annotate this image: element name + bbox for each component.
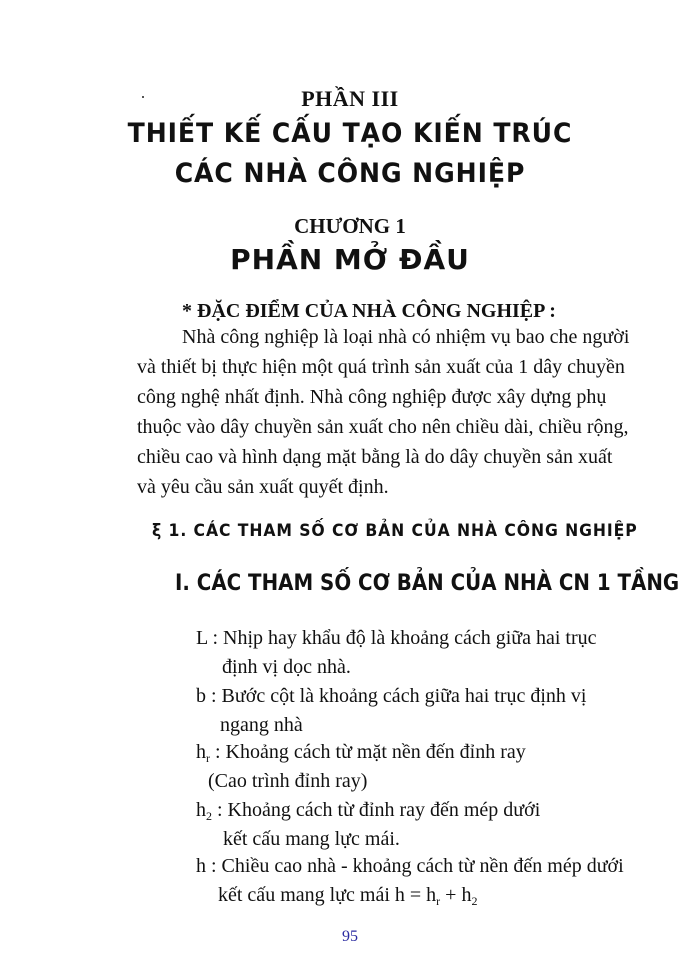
chapter-title: PHẦN MỞ ĐẦU (230, 243, 470, 276)
intro-line-6: và yêu cầu sản xuất quyết định. (137, 476, 389, 498)
part-title-line-1: THIẾT KẾ CẤU TẠO KIẾN TRÚC (127, 118, 573, 149)
def-hr-line-2: (Cao trình đỉnh ray) (208, 770, 368, 792)
def-L-line-1: L : Nhịp hay khẩu độ là khoảng cách giữa hai trục (196, 627, 597, 649)
subsection-title: I. CÁC THAM SỐ CƠ BẢN CỦA NHÀ CN 1 TẦNG (175, 571, 680, 596)
intro-line-3: công nghệ nhất định. Nhà công nghiệp được xây dựng phụ (137, 386, 607, 408)
def-b-line-2: ngang nhà (220, 714, 303, 736)
h2-symbol: h (196, 799, 206, 821)
section-title: ξ 1. CÁC THAM SỐ CƠ BẢN CỦA NHÀ CÔNG NGHIỆP (152, 521, 638, 541)
intro-line-5: chiều cao và hình dạng mặt bằng là do dây chuyền sản xuất (137, 446, 613, 468)
hr-symbol: h (196, 741, 206, 763)
intro-line-2: và thiết bị thực hiện một quá trình sản xuất của 1 dây chuyền (137, 356, 625, 378)
intro-line-1: Nhà công nghiệp là loại nhà có nhiệm vụ bao che người (182, 326, 630, 348)
def-h-line-2 (218, 881, 477, 909)
def-h-line-1: h : Chiều cao nhà - khoảng cách từ nền đến mép dưới (196, 855, 624, 877)
h-formula-sub-r: r (436, 894, 441, 908)
h2-text: : Khoảng cách từ đỉnh ray đến mép dưới (212, 799, 541, 821)
h-text: kết cấu mang lực mái h = h (218, 884, 437, 906)
h2-subscript: 2 (206, 809, 212, 823)
hr-text: : Khoảng cách từ mặt nền đến đỉnh ray (210, 741, 526, 763)
part-title-line-2: CÁC NHÀ CÔNG NGHIỆP (174, 158, 526, 189)
part-label: PHẦN III (301, 86, 399, 111)
page-number: 95 (342, 928, 358, 945)
h-formula-mid: + h (440, 884, 472, 906)
def-L-line-2: định vị dọc nhà. (222, 656, 351, 678)
def-hr-line-1 (196, 738, 526, 766)
intro-heading: * ĐẶC ĐIỂM CỦA NHÀ CÔNG NGHIỆP : (182, 300, 556, 322)
intro-line-4: thuộc vào dây chuyền sản xuất cho nên chiều dài, chiều rộng, (137, 416, 629, 438)
def-h2-line-2: kết cấu mang lực mái. (223, 828, 400, 850)
chapter-label: CHƯƠNG 1 (294, 214, 406, 238)
def-h2-line-1 (196, 796, 540, 824)
def-b-line-1: b : Bước cột là khoảng cách giữa hai trục định vị (196, 685, 587, 707)
h-formula-sub-2: 2 (471, 894, 478, 908)
hr-subscript: r (206, 751, 210, 765)
